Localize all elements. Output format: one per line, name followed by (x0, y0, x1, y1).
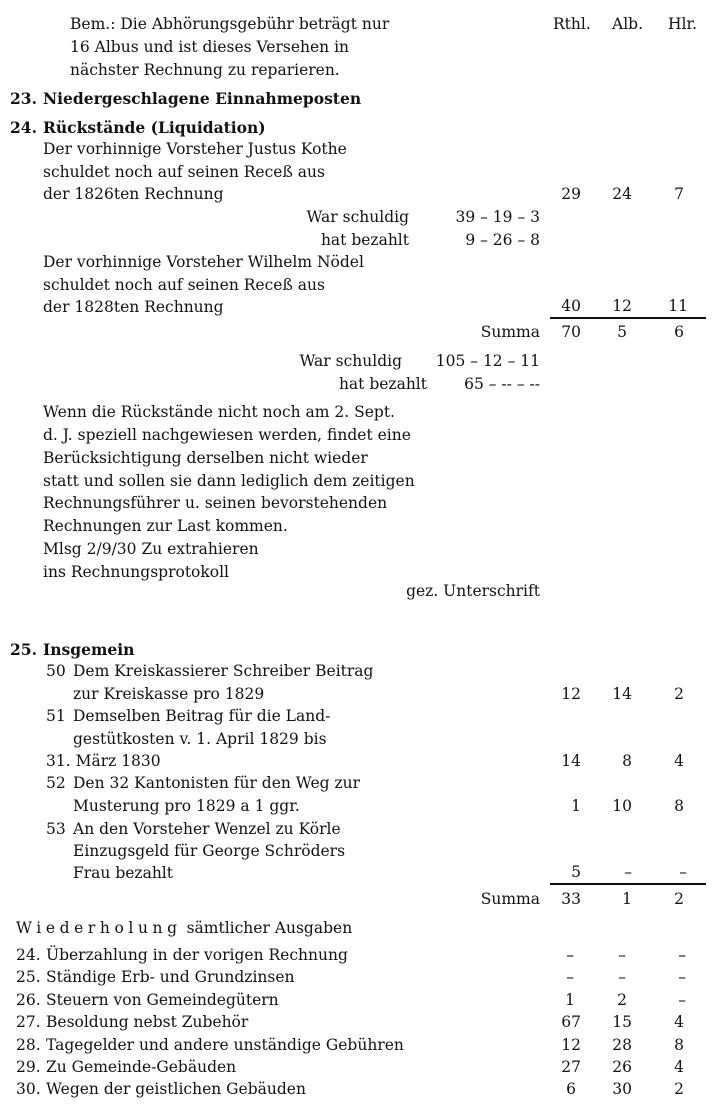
recap-row-label: Besoldung nebst Zubehör (46, 1013, 249, 1031)
recap-row-hlr: – (678, 968, 686, 986)
sum-24-label: Summa (480, 323, 540, 341)
recap-row-rthl: 27 (561, 1058, 581, 1076)
entry-52-alb: 10 (612, 797, 632, 815)
remark-line-1: Wenn die Rückstände nicht noch am 2. Sept. (43, 403, 395, 421)
entry-53-number: 53 (46, 820, 66, 838)
recap-row-number: 24. (16, 946, 41, 964)
recap-row-alb: – (618, 946, 626, 964)
remark-line-2: d. J. speziell nachgewiesen werden, findet eine (43, 426, 411, 444)
recap-row-label: Tagegelder und andere unständige Gebühren (46, 1036, 404, 1054)
noedel-line-1: Der vorhinnige Vorsteher Wilhelm Nödel (43, 253, 364, 271)
kothe-paid-label: hat bezahlt (320, 231, 409, 249)
signature: gez. Unterschrift (406, 582, 540, 600)
entry-52-number: 52 (46, 774, 66, 792)
entry-50-alb: 14 (612, 685, 632, 703)
entry-50-rthl: 12 (561, 685, 581, 703)
recap-row-label: Steuern von Gemeindegütern (46, 991, 279, 1009)
entry-51-hlr: 4 (674, 752, 684, 770)
kothe-line-2: schuldet noch auf seinen Receß aus (43, 163, 325, 181)
section-24-number: 24. (10, 118, 37, 137)
section-23-number: 23. (10, 89, 37, 108)
recap-row-rthl: 12 (561, 1036, 581, 1054)
remark-line-5: Rechnungsführer u. seinen bevorstehenden (43, 494, 388, 512)
recap-row-number: 28. (16, 1036, 41, 1054)
note-line-2: 16 Albus und ist dieses Versehen in (70, 38, 350, 56)
total-owed-value: 105 – 12 – 11 (435, 352, 540, 370)
entry-52-hlr: 8 (674, 797, 684, 815)
recap-row-hlr: – (678, 946, 686, 964)
recap-row-label: Zu Gemeinde-Gebäuden (46, 1058, 237, 1076)
entry-51-line-3: 31. März 1830 (46, 752, 161, 770)
recap-row-hlr: 4 (674, 1058, 684, 1076)
remark-line-3: Berücksichtigung derselben nicht wieder (43, 449, 368, 467)
recap-row-rthl: – (566, 946, 574, 964)
recap-row-number: 25. (16, 968, 41, 986)
entry-51-line-2: gestütkosten v. 1. April 1829 bis (73, 730, 327, 748)
section-24-title: Rückstände (Liquidation) (43, 118, 266, 137)
recap-row-hlr: – (678, 991, 686, 1009)
noedel-line-3: der 1828ten Rechnung (43, 298, 224, 316)
recap-row-number: 27. (16, 1013, 41, 1031)
header-rthl: Rthl. (553, 15, 591, 33)
remark-line-4: statt und sollen sie dann lediglich dem zeitigen (43, 472, 415, 490)
sum-24-hlr: 6 (674, 323, 684, 341)
kothe-alb: 24 (612, 185, 632, 203)
kothe-owed-label: War schuldig (306, 208, 409, 226)
recap-row-alb: – (618, 968, 626, 986)
section-25-title: Insgemein (43, 640, 135, 659)
section-25-number: 25. (10, 640, 37, 659)
sum-25-label: Summa (480, 890, 540, 908)
entry-53-alb: – (624, 863, 632, 881)
kothe-owed-value: 39 – 19 – 3 (455, 208, 540, 226)
sum-rule-24 (550, 317, 706, 319)
recap-row-alb: 15 (612, 1013, 632, 1031)
header-alb: Alb. (612, 15, 643, 33)
sum-24-rthl: 70 (561, 323, 581, 341)
recap-row-hlr: 8 (674, 1036, 684, 1054)
recap-row-label: Wegen der geistlichen Gebäuden (46, 1080, 306, 1098)
recap-row-label: Überzahlung in der vorigen Rechnung (46, 946, 348, 964)
entry-53-hlr: – (679, 863, 687, 881)
kothe-line-1: Der vorhinnige Vorsteher Justus Kothe (43, 140, 347, 158)
recap-row-alb: 30 (612, 1080, 632, 1098)
section-23-title: Niedergeschlagene Einnahmeposten (43, 89, 362, 108)
entry-50-line-1: Dem Kreiskassierer Schreiber Beitrag (73, 662, 374, 680)
entry-52-rthl: 1 (571, 797, 581, 815)
remark-line-6: Rechnungen zur Last kommen. (43, 517, 288, 535)
recap-row-rthl: 6 (566, 1080, 576, 1098)
recap-row-number: 30. (16, 1080, 41, 1098)
sum-25-rthl: 33 (561, 890, 581, 908)
entry-53-line-3: Frau bezahlt (73, 864, 173, 882)
noedel-hlr: 11 (668, 297, 688, 315)
sum-24-alb: 5 (617, 323, 627, 341)
entry-50-hlr: 2 (674, 685, 684, 703)
header-hlr: Hlr. (668, 15, 698, 33)
kothe-paid-value: 9 – 26 – 8 (465, 231, 540, 249)
kothe-line-3: der 1826ten Rechnung (43, 185, 224, 203)
noedel-line-2: schuldet noch auf seinen Receß aus (43, 276, 325, 294)
sum-25-hlr: 2 (674, 890, 684, 908)
note-line-1: Bem.: Die Abhörungsgebühr beträgt nur (70, 15, 390, 33)
recap-row-label: Ständige Erb- und Grundzinsen (46, 968, 295, 986)
total-owed-label: War schuldig (299, 352, 402, 370)
recap-title-spaced: Wiederholung (16, 919, 182, 937)
entry-51-rthl: 14 (561, 752, 581, 770)
note-line-3: nächster Rechnung zu reparieren. (70, 61, 340, 79)
entry-51-alb: 8 (622, 752, 632, 770)
recap-row-rthl: 67 (561, 1013, 581, 1031)
entry-51-line-1: Demselben Beitrag für die Land- (73, 707, 331, 725)
entry-52-line-2: Musterung pro 1829 a 1 ggr. (73, 797, 300, 815)
entry-53-line-1: An den Vorsteher Wenzel zu Körle (73, 820, 341, 838)
entry-52-line-1: Den 32 Kantonisten für den Weg zur (73, 774, 361, 792)
total-paid-value: 65 – -- – -- (464, 375, 540, 393)
noedel-alb: 12 (612, 297, 632, 315)
noedel-rthl: 40 (561, 297, 581, 315)
recap-title-rest: sämtlicher Ausgaben (186, 919, 353, 937)
remark-line-7: Mlsg 2/9/30 Zu extrahieren (43, 540, 259, 558)
recap-row-alb: 2 (617, 991, 627, 1009)
recap-row-number: 26. (16, 991, 41, 1009)
entry-51-number: 51 (46, 707, 66, 725)
recap-row-hlr: 2 (674, 1080, 684, 1098)
recap-row-rthl: – (566, 968, 574, 986)
entry-53-line-2: Einzugsgeld für George Schröders (73, 842, 346, 860)
recap-title (16, 917, 352, 939)
recap-row-hlr: 4 (674, 1013, 684, 1031)
sum-rule-25 (550, 883, 706, 885)
kothe-hlr: 7 (674, 185, 684, 203)
entry-53-rthl: 5 (571, 863, 581, 881)
sum-25-alb: 1 (622, 890, 632, 908)
total-paid-label: hat bezahlt (338, 375, 427, 393)
recap-row-alb: 28 (612, 1036, 632, 1054)
recap-row-number: 29. (16, 1058, 41, 1076)
recap-row-alb: 26 (612, 1058, 632, 1076)
entry-50-number: 50 (46, 662, 66, 680)
entry-50-line-2: zur Kreiskasse pro 1829 (73, 685, 265, 703)
remark-line-8: ins Rechnungsprotokoll (43, 563, 230, 581)
recap-row-rthl: 1 (565, 991, 575, 1009)
kothe-rthl: 29 (561, 185, 581, 203)
